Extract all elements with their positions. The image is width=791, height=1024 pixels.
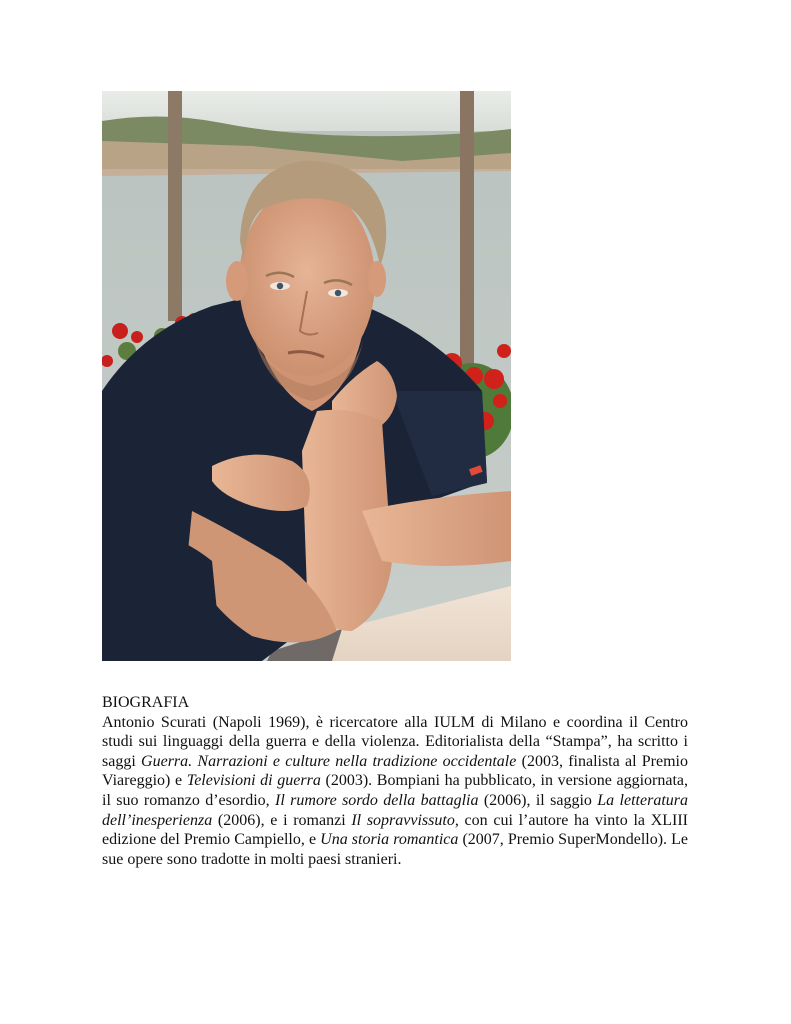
italic-title: La letteratura dell’inesperienza xyxy=(102,791,688,829)
portrait-photo xyxy=(102,91,511,661)
italic-title: Una storia romantica xyxy=(320,831,459,849)
text-run: (2003). Bompiani ha pubblicato, in versione aggiornata, il suo romanzo d’esordio, xyxy=(102,772,688,809)
text-run: (2006), il saggio xyxy=(478,791,598,809)
italic-title: Il rumore sordo della battaglia xyxy=(275,791,479,809)
italic-title: Televisioni di guerra xyxy=(186,772,321,790)
biography-text xyxy=(102,713,688,870)
text-run: (2003, finalista al Premio Viareggio) e xyxy=(102,752,688,790)
text-run: (2007, Premio SuperMondello). Le sue opere sono tradotte in molti paesi stranieri. xyxy=(102,831,689,868)
text-run: , con cui l’autore ha vinto la XLIII edizione del Premio Campiello, e xyxy=(102,811,688,849)
text-run: Antonio Scurati (Napoli 1969), è ricercatore alla IULM di Milano e coordina il Centro studi sui linguaggi della guerra e della violenza. Editorialista della “Stampa”, ha scritto i saggi xyxy=(102,713,688,770)
italic-title: Guerra. Narrazioni e culture nella tradizione occidentale xyxy=(141,752,517,770)
biography-heading: BIOGRAFIA xyxy=(102,694,190,711)
biography-section xyxy=(102,693,688,869)
italic-title: Il sopravvissuto xyxy=(351,811,455,829)
text-run: (2006), e i romanzi xyxy=(212,811,352,829)
